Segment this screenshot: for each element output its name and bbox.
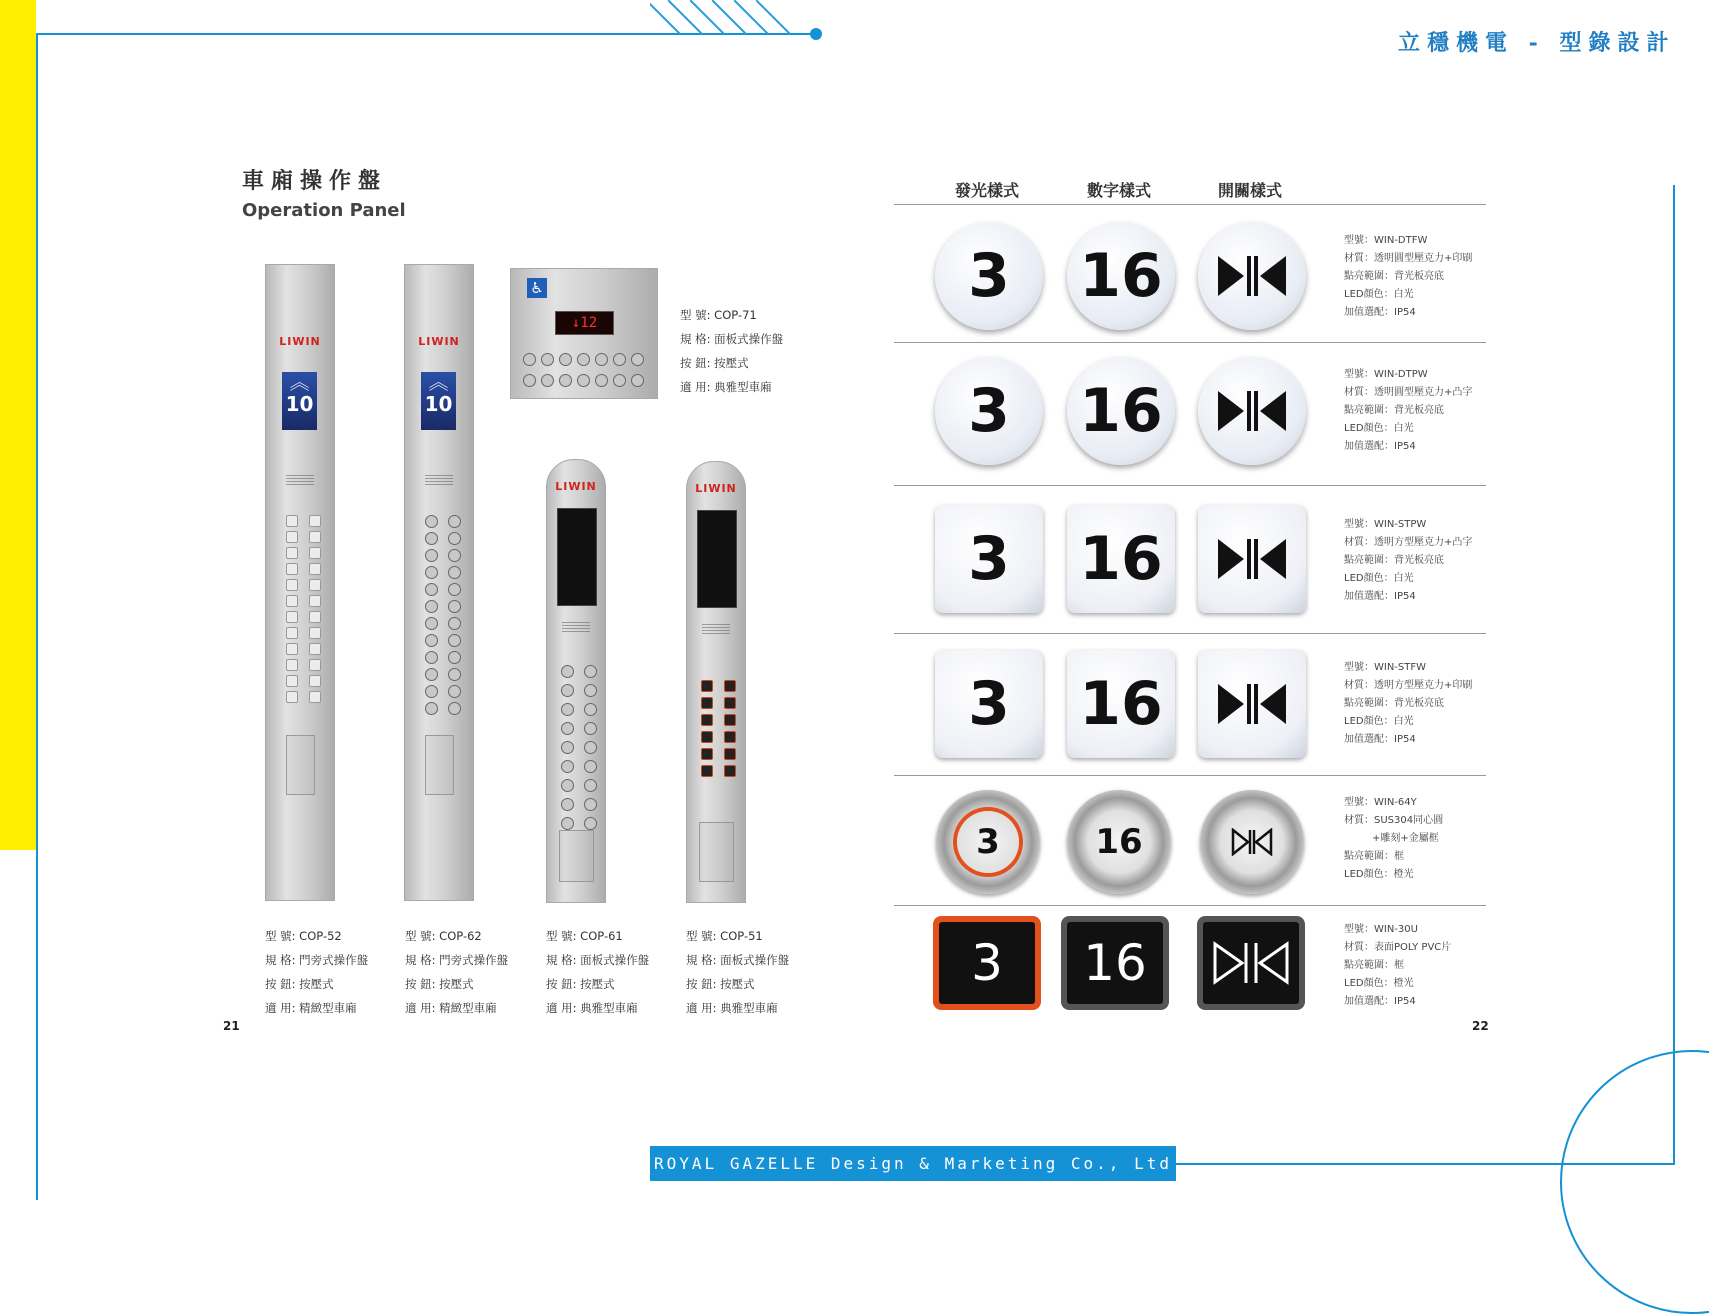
open-door-icon: [1231, 828, 1273, 856]
button-3-stpw: 3: [935, 505, 1043, 613]
spec-usage: 適 用: 精緻型車廂: [265, 1001, 357, 1015]
spec-line: 材質：透明方型壓克力+印刷: [1344, 680, 1473, 691]
spec-model: 型 號: COP-61: [546, 929, 623, 943]
floor-buttons: [701, 680, 734, 777]
spec-model: 型 號: COP-52: [265, 929, 342, 943]
spec-model: 型 號: COP-62: [405, 929, 482, 943]
open-door-icon: [1216, 537, 1288, 581]
spec-usage: 適 用: 精緻型車廂: [405, 1001, 497, 1015]
button-16-stfw: 16: [1067, 650, 1175, 758]
open-door-icon: [1212, 941, 1290, 985]
brand-title: 立穩機電 - 型錄設計: [1398, 30, 1676, 56]
spec-line: +雕刻+金屬框: [1372, 833, 1439, 844]
spec-type: 規 格: 面板式操作盤: [680, 332, 784, 346]
arc-decoration: [1560, 1050, 1709, 1314]
floor-number: 10: [424, 392, 453, 416]
service-hatch: [699, 822, 734, 882]
spec-dtfw: [1344, 232, 1472, 322]
spec-line: 加值選配：IP54: [1344, 734, 1416, 745]
panel-logo: LIWIN: [279, 335, 321, 348]
page-title-zh: 車廂操作盤: [242, 169, 388, 194]
door-button-stfw: [1198, 650, 1306, 758]
speaker-grille: [286, 475, 314, 487]
speaker-grille: [702, 624, 730, 636]
spec-line: 加值選配：IP54: [1344, 307, 1416, 318]
button-16-30u: 16: [1067, 922, 1163, 1004]
spec-line: 材質：透明圓型壓克力+凸字: [1344, 387, 1473, 398]
spec-line: 型號：WIN-STPW: [1344, 519, 1427, 530]
floor-display: [282, 372, 317, 430]
button-3-dtfw: 3: [935, 222, 1043, 330]
panel-logo: LIWIN: [695, 482, 737, 495]
spec-stpw: [1344, 516, 1472, 606]
spec-line: LED顏色：橙光: [1344, 978, 1414, 989]
spec-usage: 適 用: 典雅型車廂: [546, 1001, 638, 1015]
button-16-dtpw: 16: [1067, 357, 1175, 465]
spec-button: 按 鈕: 按壓式: [546, 977, 615, 991]
spec-line: 點亮範圍：框: [1344, 960, 1404, 971]
spec-line: LED顏色：白光: [1344, 289, 1414, 300]
spec-usage: 適 用: 典雅型車廂: [680, 380, 772, 394]
button-16-stpw: 16: [1067, 505, 1175, 613]
cop-71-spec: [680, 303, 783, 399]
panel-cop-51: [686, 461, 746, 903]
cop-52-spec: [265, 924, 368, 1020]
cop-51-spec: [686, 924, 789, 1020]
floor-buttons: [286, 515, 319, 703]
panel-cop-71: [510, 268, 658, 399]
service-hatch: [425, 735, 454, 795]
spec-type: 規 格: 面板式操作盤: [546, 953, 650, 967]
floor-buttons: [523, 353, 642, 387]
button-16-64y: [1067, 790, 1171, 894]
spec-line: 材質：透明圓型壓克力+印刷: [1344, 253, 1473, 264]
spec-type: 規 格: 門旁式操作盤: [265, 953, 369, 967]
spec-line: 型號：WIN-STFW: [1344, 662, 1427, 673]
up-arrow-icon: ︽: [289, 370, 310, 394]
spec-line: LED顏色：白光: [1344, 573, 1414, 584]
divider: [894, 342, 1486, 343]
spec-line: LED顏色：橙光: [1344, 869, 1414, 880]
button-3-64y: [936, 790, 1040, 894]
service-hatch: [286, 735, 315, 795]
door-button-dtfw: [1198, 222, 1306, 330]
service-hatch: [559, 830, 594, 882]
divider: [894, 905, 1486, 906]
yellow-accent-bar: [0, 0, 36, 850]
spec-line: 型號：WIN-DTPW: [1344, 369, 1428, 380]
button-face: [1221, 811, 1283, 873]
divider: [894, 775, 1486, 776]
button-face: 16: [1088, 811, 1150, 873]
spec-line: 點亮範圍：背光板亮底: [1344, 698, 1444, 709]
panel-logo: LIWIN: [555, 480, 597, 493]
divider: [894, 485, 1486, 486]
accessibility-icon: ♿: [527, 278, 547, 298]
col-head-light: 發光樣式: [955, 181, 1020, 200]
spec-30u: [1344, 921, 1451, 1011]
spec-type: 規 格: 門旁式操作盤: [405, 953, 509, 967]
display-screen: ↓12: [555, 311, 614, 335]
spec-line: 點亮範圍：框: [1344, 851, 1404, 862]
button-3-stfw: 3: [935, 650, 1043, 758]
panel-cop-61: [546, 459, 606, 903]
spec-line: 型號：WIN-DTFW: [1344, 235, 1428, 246]
floor-display: [421, 372, 456, 430]
spec-line: 材質：透明方型壓克力+凸字: [1344, 537, 1473, 548]
button-3-30u: 3: [939, 922, 1035, 1004]
divider: [894, 633, 1486, 634]
spec-button: 按 鈕: 按壓式: [680, 356, 749, 370]
spec-line: 型號：WIN-64Y: [1344, 797, 1417, 808]
spec-dtpw: [1344, 366, 1472, 456]
spec-line: 點亮範圍：背光板亮底: [1344, 555, 1444, 566]
open-door-icon: [1216, 254, 1288, 298]
spec-type: 規 格: 面板式操作盤: [686, 953, 790, 967]
spec-line: 材質：表面POLY PVC片: [1344, 942, 1452, 953]
floor-buttons: [561, 665, 594, 830]
display-screen: [557, 508, 597, 606]
panel-cop-62: [404, 264, 474, 901]
left-rule: [36, 33, 38, 1200]
spec-line: 材質：SUS304同心圓: [1344, 815, 1444, 826]
spec-model: 型 號: COP-51: [686, 929, 763, 943]
display-screen: [697, 510, 737, 608]
spec-line: LED顏色：白光: [1344, 423, 1414, 434]
floor-number: 10: [285, 392, 314, 416]
speaker-grille: [425, 475, 453, 487]
floor-buttons: [425, 515, 458, 715]
up-arrow-icon: ︽: [428, 370, 449, 394]
cop-62-spec: [405, 924, 508, 1020]
spec-line: 型號：WIN-30U: [1344, 924, 1418, 935]
page-title-en: Operation Panel: [242, 200, 406, 221]
divider: [894, 204, 1486, 205]
page-number-right: 22: [1472, 1019, 1489, 1033]
panel-logo: LIWIN: [418, 335, 460, 348]
spec-button: 按 鈕: 按壓式: [405, 977, 474, 991]
right-rule: [1673, 185, 1675, 1165]
col-head-number: 數字樣式: [1087, 181, 1152, 200]
col-head-door: 開關樣式: [1218, 181, 1283, 200]
speaker-grille: [562, 622, 590, 634]
door-button-stpw: [1198, 505, 1306, 613]
hatch-decoration: [650, 0, 810, 34]
door-button-30u: [1203, 922, 1299, 1004]
spec-line: 點亮範圍：背光板亮底: [1344, 405, 1444, 416]
spec-model: 型 號: COP-71: [680, 308, 757, 322]
door-button-dtpw: [1198, 357, 1306, 465]
door-button-64y: [1200, 790, 1304, 894]
button-face: 3: [957, 811, 1019, 873]
spec-line: LED顏色：白光: [1344, 716, 1414, 727]
spec-line: 加值選配：IP54: [1344, 591, 1416, 602]
spec-line: 加值選配：IP54: [1344, 441, 1416, 452]
spec-button: 按 鈕: 按壓式: [686, 977, 755, 991]
page-number-left: 21: [223, 1019, 240, 1033]
spec-64y: [1344, 794, 1443, 884]
button-16-dtfw: 16: [1067, 222, 1175, 330]
button-3-dtpw: 3: [935, 357, 1043, 465]
spec-line: 加值選配：IP54: [1344, 996, 1416, 1007]
spec-button: 按 鈕: 按壓式: [265, 977, 334, 991]
open-door-icon: [1216, 682, 1288, 726]
footer-company-bar: ROYAL GAZELLE Design & Marketing Co., Ltd: [650, 1146, 1176, 1181]
panel-cop-52: [265, 264, 335, 901]
spec-stfw: [1344, 659, 1472, 749]
spec-usage: 適 用: 典雅型車廂: [686, 1001, 778, 1015]
cop-61-spec: [546, 924, 649, 1020]
open-door-icon: [1216, 389, 1288, 433]
spec-line: 點亮範圍：背光板亮底: [1344, 271, 1444, 282]
rule-end-dot: [810, 28, 822, 40]
